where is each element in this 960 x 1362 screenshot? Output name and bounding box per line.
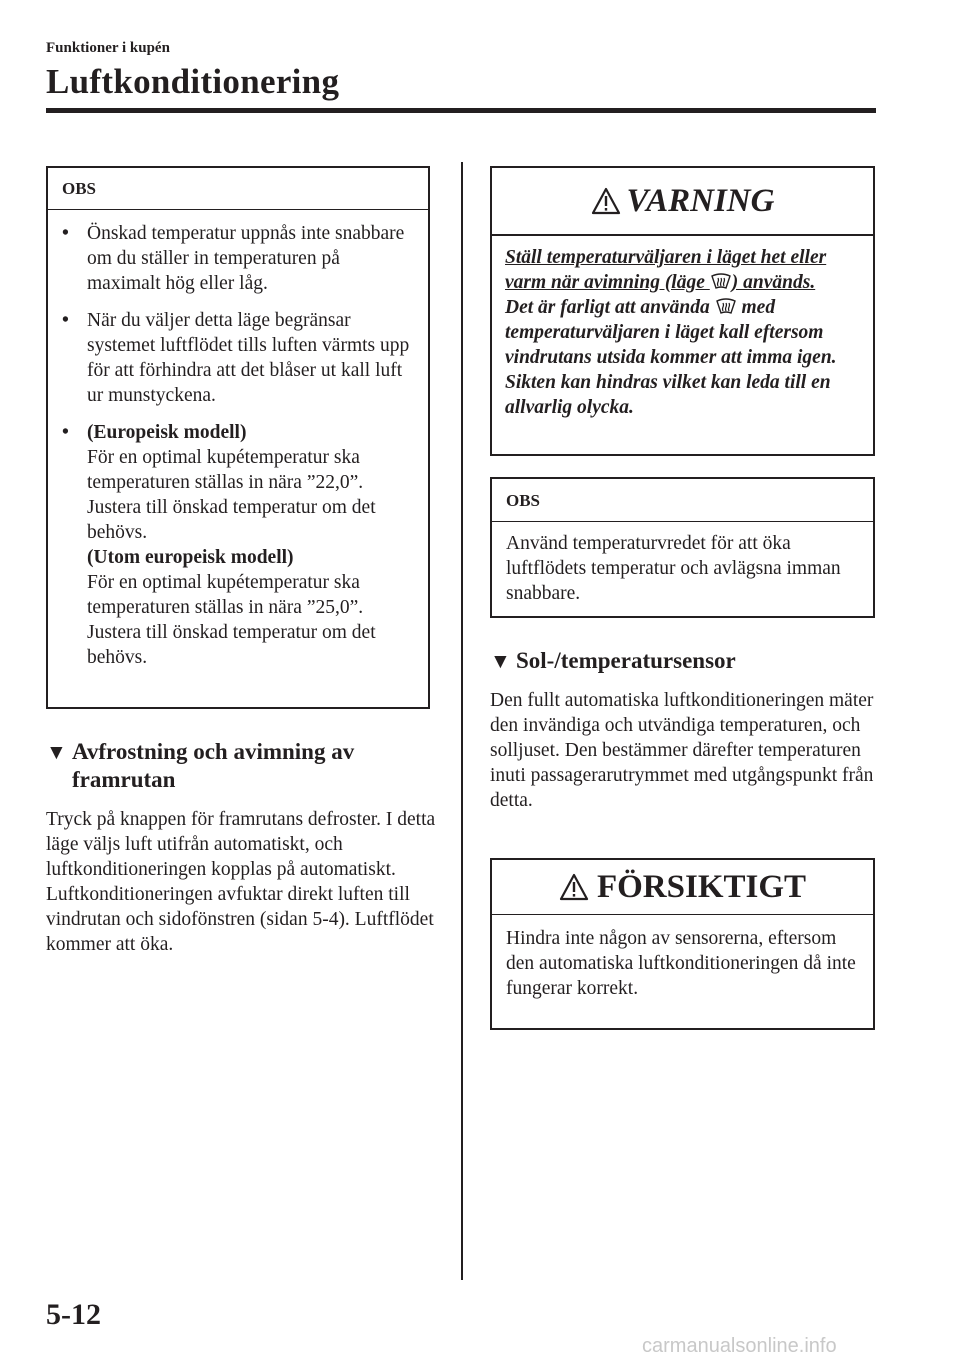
obs-label: OBS [48, 168, 428, 210]
warning-underlined-text [505, 247, 826, 293]
caution-header [492, 860, 873, 915]
bullet-icon: • [62, 223, 69, 244]
note-bullet [62, 420, 418, 670]
warning-text-part: med temperaturväljaren i läget kall eftersom vindrutans utsida kommer att imma igen. Sikten kan hindras vilket kan leda till en allvarlig olycka. [505, 297, 837, 418]
watermark: carmanualsonline.info [642, 1335, 837, 1357]
defrost-heading-line2: framrutan [72, 767, 176, 792]
obs-note-box [46, 166, 430, 709]
section-label: Funktioner i kupén [46, 40, 170, 56]
obs-note-box [490, 477, 875, 618]
bullet-icon: • [62, 310, 69, 331]
sensor-heading-text: Sol-/temperatursensor [516, 648, 736, 673]
note-bullet [62, 221, 418, 296]
note-bullet [62, 308, 418, 408]
defrost-heading [46, 738, 446, 794]
sensor-heading [490, 647, 880, 675]
warning-triangle-icon [591, 187, 621, 215]
caution-box [490, 858, 875, 1030]
bullet-icon: • [62, 422, 69, 443]
model-text: För en optimal kupétemperatur ska temperaturen ställas in nära ”22,0”. Justera till önskad temperatur om det behövs. [87, 447, 376, 543]
page-number: 5-12 [46, 1298, 101, 1331]
warning-text-part: Det är farligt att använda [505, 297, 715, 318]
model-text: För en optimal kupétemperatur ska temperaturen ställas in nära ”25,0”. Justera till önskad temperatur om det behövs. [87, 572, 376, 668]
warning-box [490, 166, 875, 456]
windshield-defrost-icon [710, 272, 732, 290]
triangle-down-icon: ▼ [490, 649, 511, 673]
bullet-text: Önskad temperatur uppnås inte snabbare om du ställer in temperaturen på maximalt hög eller låg. [87, 223, 405, 294]
warning-triangle-icon [559, 873, 589, 901]
model-heading: (Utom europeisk modell) [87, 547, 294, 568]
warning-title: VARNING [626, 182, 775, 219]
triangle-down-icon: ▼ [46, 740, 67, 764]
column-divider [461, 162, 463, 1280]
page-title: Luftkonditionering [46, 62, 340, 101]
warning-text-part: Ställ temperaturväljaren i läget het eller varm när avimning (läge [505, 247, 827, 293]
title-rule [46, 108, 876, 113]
windshield-defrost-icon [715, 297, 737, 315]
obs-label: OBS [492, 479, 873, 522]
caution-text: Hindra inte någon av sensorerna, eftersom den automatiska luftkonditioneringen då inte fungerar korrekt. [506, 928, 856, 999]
sensor-paragraph: Den fullt automatiska luftkonditioneringen mäter den invändiga och utvändiga temperaturen, och solljuset. Den bestämmer därefter temperaturen inuti passagerarutrymmet med utgångspunkt från detta. [490, 690, 874, 811]
defrost-paragraph: Tryck på knappen för framrutans defroster. I detta läge väljs luft utifrån automatiskt, och luftkonditioneringen kopplas på automatiskt. Luftkonditioneringen avfuktar direkt luften till vindrutan och sidofönstren (sidan 5-4). Luftflödet kommer att öka. [46, 809, 436, 955]
obs-text: Använd temperaturvredet för att öka luftflödets temperatur och avlägsna imman snabbare. [506, 533, 841, 604]
warning-header [492, 168, 873, 236]
defrost-heading-line1: Avfrostning och avimning av [72, 739, 355, 764]
model-heading: (Europeisk modell) [87, 422, 247, 443]
warning-text-part: ) används. [731, 272, 816, 293]
bullet-text: När du väljer detta läge begränsar systemet luftflödet tills luften värmts upp för att förhindra att det blåser ut kall luft ur munstyckena. [87, 310, 410, 406]
caution-title: FÖRSIKTIGT [596, 868, 807, 905]
